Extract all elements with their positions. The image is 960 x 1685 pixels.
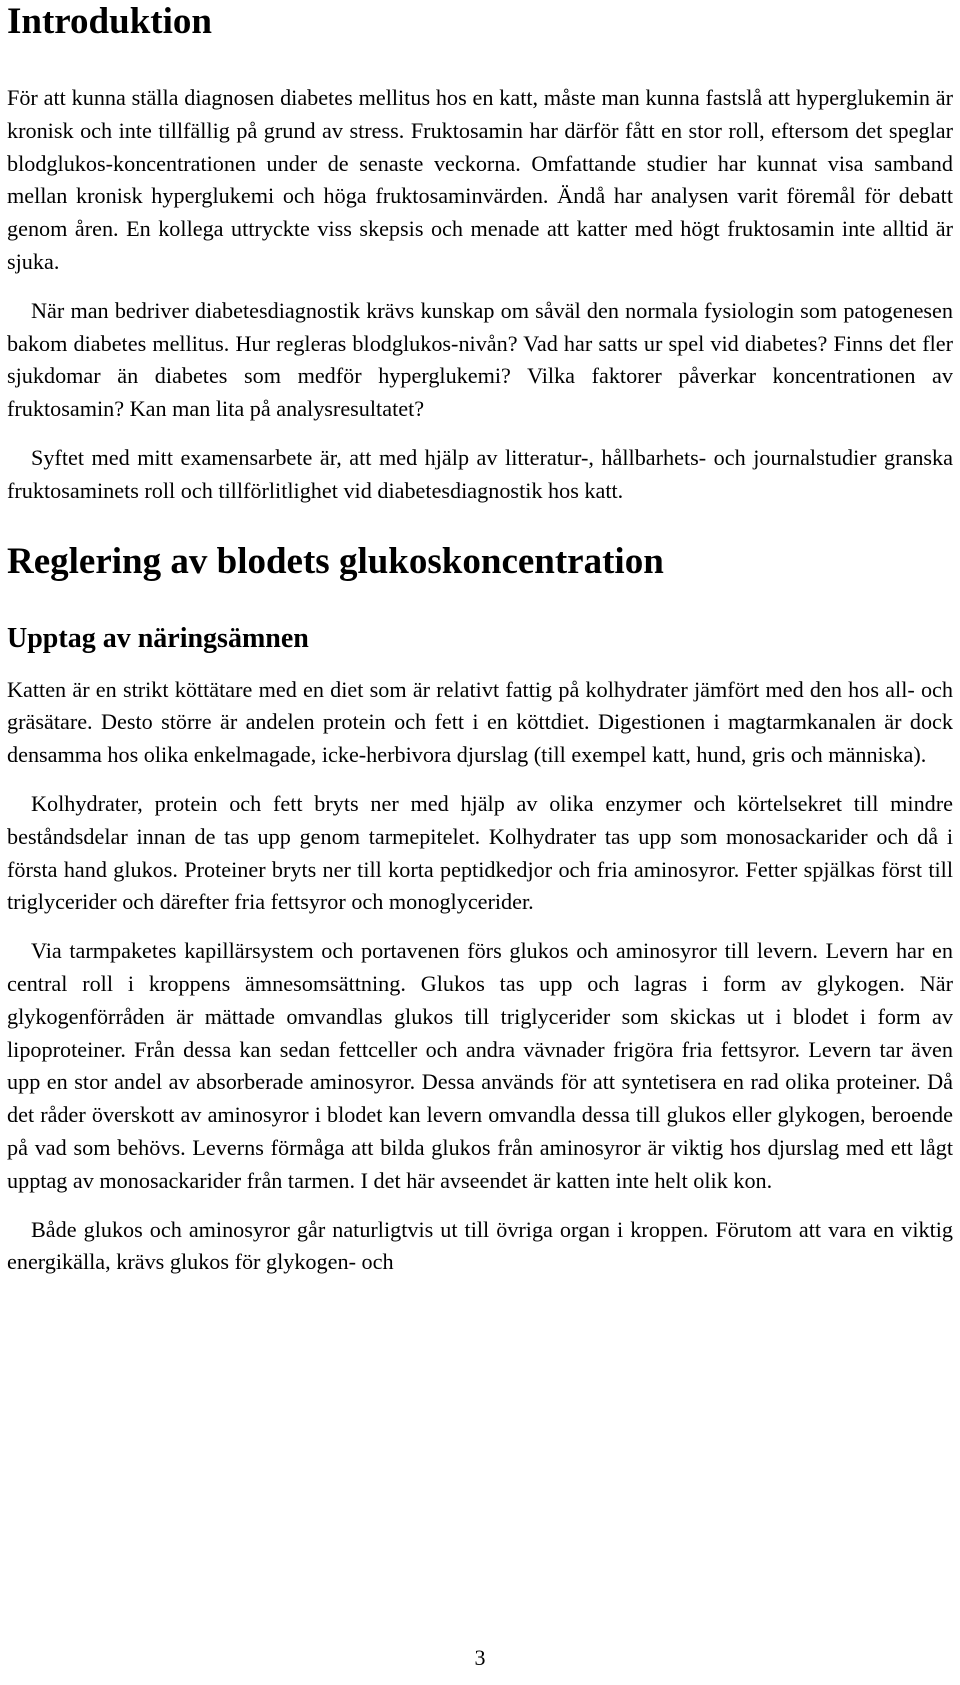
section-paragraph-3: Via tarmpaketes kapillärsystem och portavenen förs glukos och aminosyror till levern. Levern har en central roll i kroppens ämnesomsättning. Glukos tas upp och lagras i form av glykogen. När glykogenförråden är mättade omvandlas glukos till triglycerider som skickas ut i blodet i form av lipoproteiner. Från dessa kan sedan fettceller och andra vävnader frigöra fria fettsyror. Levern tar även upp en stor andel av absorberade aminosyror. Dessa används för att syntetisera en rad olika proteiner. Då det råder överskott av aminosyror i blodet kan levern omvandla dessa till glukos eller glykogen, beroende på vad som behövs. Leverns förmåga att bilda glukos från aminosyror är viktig hos djurslag med ett lågt upptag av monosackarider från tarmen. I det här avseendet är katten inte helt olik kon. [7, 938, 953, 1193]
section-paragraph-2: Kolhydrater, protein och fett bryts ner med hjälp av olika enzymer och körtelsekret till mindre beståndsdelar innan de tas upp genom tarmepitelet. Kolhydrater tas upp som monosackarider och då i första hand glukos. Proteiner bryts ner till korta peptidkedjor och fria aminosyror. Fetter spjälkas först till triglycerider och därefter fria fettsyror och monoglycerider. [7, 790, 953, 915]
intro-paragraph-1: För att kunna ställa diagnosen diabetes mellitus hos en katt, måste man kunna fastslå att hyperglukemin är kronisk och inte tillfällig på grund av stress. Fruktosamin har därför fått en stor roll, eftersom det speglar blodglukos-koncentrationen under de senaste veckorna. Omfattande studier har kunnat visa samband mellan kronisk hyperglukemi och höga fruktosaminvärden. Ändå har analysen varit föremål för debatt genom åren. En kollega uttryckte viss skepsis och menade att katter med högt fruktosamin inte alltid är sjuka. [7, 85, 953, 274]
page-number: 3 [474, 1645, 486, 1670]
section-title-upptag: Upptag av näringsämnen [7, 622, 309, 654]
chapter-title-introduktion: Introduktion [7, 1, 212, 42]
document-page [7, 0, 953, 1279]
intro-paragraph-3: Syftet med mitt examensarbete är, att med hjälp av litteratur-, hållbarhets- och journalstudier granska fruktosaminets roll och tillförlitlighet vid diabetesdiagnostik hos katt. [7, 444, 953, 503]
section-paragraph-4: Både glukos och aminosyror går naturligtvis ut till övriga organ i kroppen. Förutom att vara en viktig energikälla, krävs glukos för glykogen- och [7, 1216, 953, 1275]
intro-paragraph-2: När man bedriver diabetesdiagnostik krävs kunskap om såväl den normala fysiologin som patogenesen bakom diabetes mellitus. Hur regleras blodglukos-nivån? Vad har satts ur spel vid diabetes? Finns det fler sjukdomar än diabetes som medför hyperglukemi? Vilka faktorer påverkar koncentrationen av fruktosamin? Kan man lita på analysresultatet? [7, 297, 953, 422]
chapter-title-reglering: Reglering av blodets glukoskoncentration [7, 540, 664, 582]
section-paragraph-1: Katten är en strikt köttätare med en diet som är relativt fattig på kolhydrater jämfört med den hos all- och gräsätare. Desto större är andelen protein och fett i en köttdiet. Digestionen i magtarmkanalen är dock densamma hos olika enkelmagade, icke-herbivora djurslag (till exempel katt, hund, gris och människa). [7, 676, 953, 768]
